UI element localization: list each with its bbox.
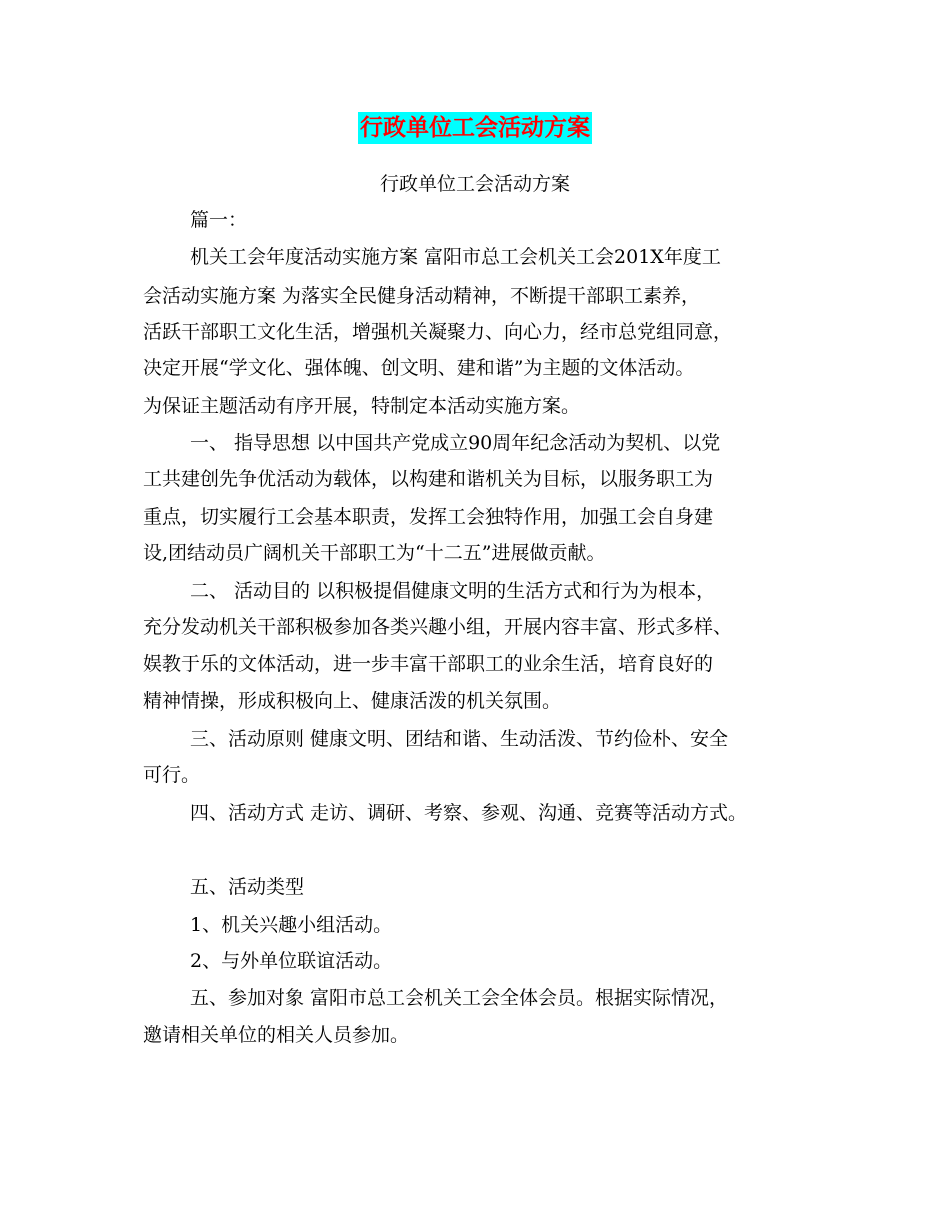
paragraph-line: 邀请相关单位的相关人员参加。	[143, 1024, 410, 1046]
list-item: 1、机关兴趣小组活动。	[190, 914, 393, 936]
paragraph-line: 充分发动机关干部积极参加各类兴趣小组，开展内容丰富、形式多样、	[143, 616, 733, 638]
paragraph-line: 二、 活动目的 以积极提倡健康文明的生活方式和行为为根本，	[190, 580, 716, 602]
paragraph-line: 会活动实施方案 为落实全民健身活动精神，不断提干部职工素养，	[143, 285, 701, 307]
paragraph-line: 可行。	[143, 764, 201, 786]
paragraph-line: 四、活动方式 走访、调研、考察、参观、沟通、竞赛等活动方式。	[190, 802, 748, 824]
paragraph-line: 五、参加对象 富阳市总工会机关工会全体会员。根据实际情况，	[190, 987, 729, 1009]
section-label: 篇一：	[190, 209, 248, 231]
paragraph-line: 活跃干部职工文化生活，增强机关凝聚力、向心力，经市总党组同意，	[143, 321, 733, 343]
paragraph-line: 三、活动原则 健康文明、团结和谐、生动活泼、节约俭朴、安全	[190, 728, 729, 750]
paragraph-line: 娱教于乐的文体活动，进一步丰富干部职工的业余生活，培育良好的	[143, 653, 714, 675]
paragraph-line: 重点，切实履行工会基本职责，发挥工会独特作用，加强工会自身建	[143, 506, 714, 528]
paragraph-line: 机关工会年度活动实施方案 富阳市总工会机关工会201X年度工	[190, 246, 721, 268]
paragraph-line: 决定开展“学文化、强体魄、创文明、建和谐”为主题的文体活动。	[143, 357, 695, 379]
paragraph-line: 为保证主题活动有序开展，特制定本活动实施方案。	[143, 395, 581, 417]
list-item: 2、与外单位联谊活动。	[190, 950, 393, 972]
section-heading: 五、活动类型	[190, 876, 305, 898]
paragraph-line: 精神情操，形成积极向上、健康活泼的机关氛围。	[143, 690, 562, 712]
document-subtitle: 行政单位工会活动方案	[379, 173, 570, 195]
paragraph-line: 工共建创先争优活动为载体，以构建和谐机关为目标，以服务职工为	[143, 468, 714, 490]
document-title: 行政单位工会活动方案	[358, 112, 592, 144]
paragraph-line: 一、 指导思想 以中国共产党成立90周年纪念活动为契机、以党	[190, 432, 721, 454]
title-container	[0, 112, 950, 144]
paragraph-line: 设,团结动员广阔机关干部职工为“十二五”进展做贡献。	[143, 542, 606, 564]
